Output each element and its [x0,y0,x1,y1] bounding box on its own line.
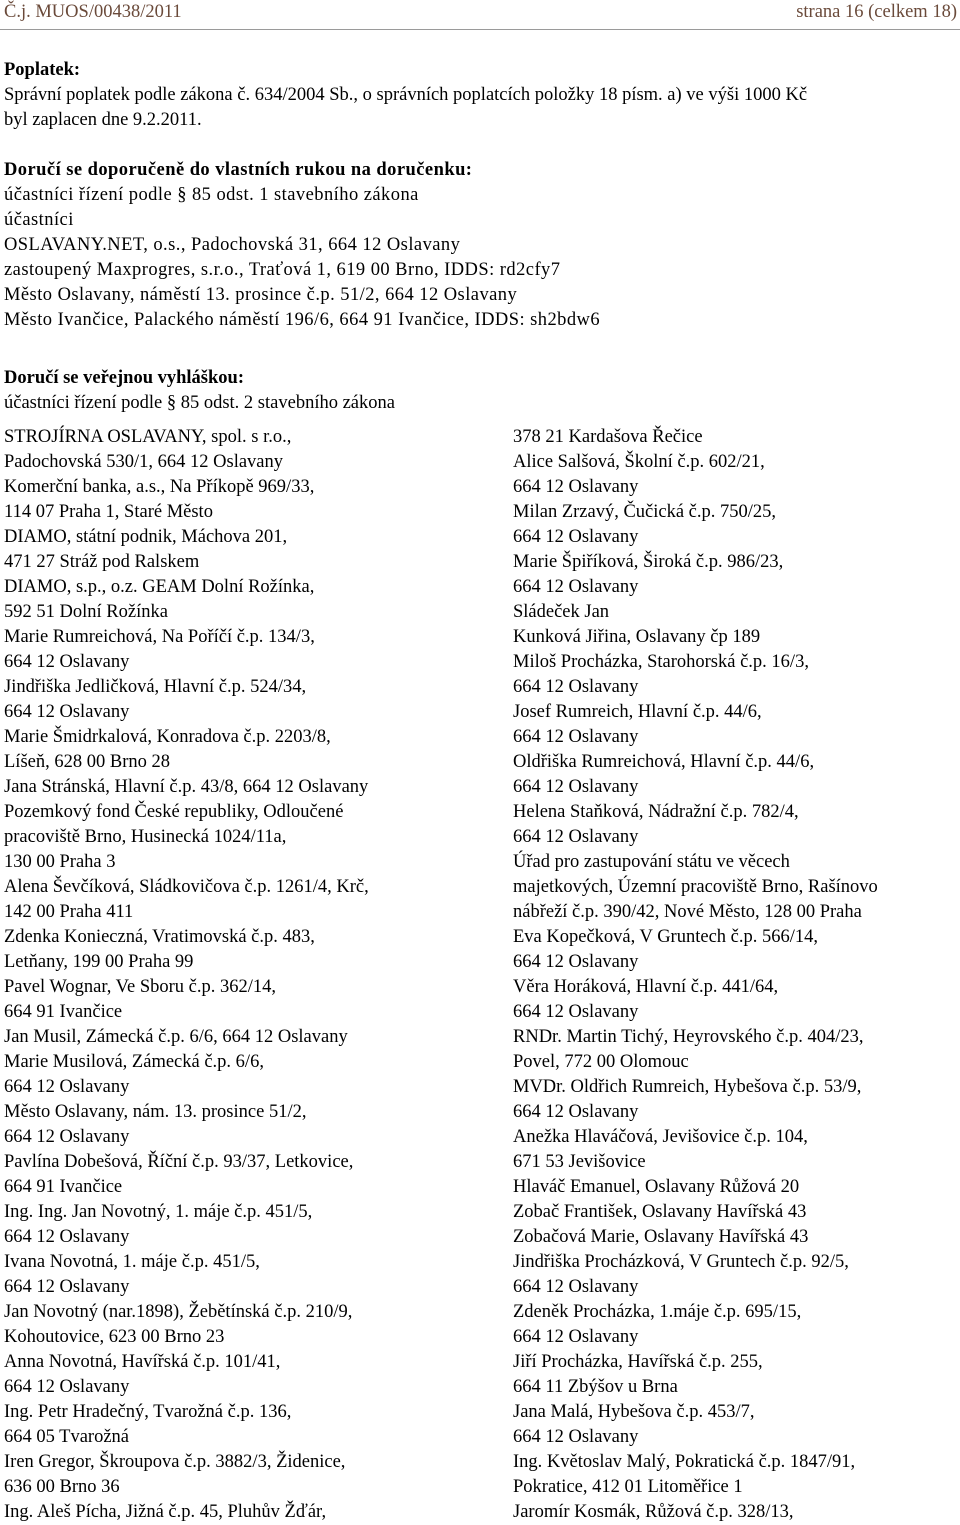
recipient-line: RNDr. Martin Tichý, Heyrovského č.p. 404/23, [513,1027,864,1047]
delivery-recipient-line: účastníci [4,210,74,230]
public-section [4,366,954,416]
recipient-line: Eva Kopečková, V Gruntech č.p. 566/14, [513,927,819,947]
recipient-line: 664 91 Ivančice [4,1177,123,1197]
header-divider [0,29,960,30]
recipient-line: DIAMO, s.p., o.z. GEAM Dolní Rožínka, [4,577,315,597]
recipient-line: Marie Špiříková, Široká č.p. 986/23, [513,552,784,572]
recipient-line: Jindřiška Procházková, V Gruntech č.p. 92/5, [513,1252,849,1272]
recipient-line: 664 12 Oslavany [513,777,639,797]
recipient-line: 130 00 Praha 3 [4,852,116,872]
recipient-line: 664 12 Oslavany [513,677,639,697]
recipient-line: Zdeněk Procházka, 1.máje č.p. 695/15, [513,1302,802,1322]
public-subheading: účastníci řízení podle § 85 odst. 2 stavebního zákona [4,393,395,413]
recipient-line: Pokratice, 412 01 Litoměřice 1 [513,1477,743,1497]
recipient-line: Pavlína Dobešová, Říční č.p. 93/37, Letkovice, [4,1152,354,1172]
recipient-line: 664 12 Oslavany [4,1127,130,1147]
recipient-line: MVDr. Oldřich Rumreich, Hybešova č.p. 53/9, [513,1077,862,1097]
recipient-line: Město Oslavany, nám. 13. prosince 51/2, [4,1102,307,1122]
recipient-line: Ivana Novotná, 1. máje č.p. 451/5, [4,1252,260,1272]
recipient-line: Miloš Procházka, Starohorská č.p. 16/3, [513,652,809,672]
recipient-line: Zobač František, Oslavany Havířská 43 [513,1202,807,1222]
recipient-line: 664 05 Tvarožná [4,1427,130,1447]
recipient-line: 471 27 Stráž pod Ralskem [4,552,200,572]
recipient-line: Sládeček Jan [513,602,610,622]
recipient-line: Oldřiška Rumreichová, Hlavní č.p. 44/6, [513,752,815,772]
recipient-line: 664 12 Oslavany [513,1002,639,1022]
delivery-recipient-line: zastoupený Maxprogres, s.r.o., Traťová 1, 619 00 Brno, IDDS: rd2cfy7 [4,260,561,280]
fee-heading: Poplatek: [4,60,81,80]
recipient-line: 378 21 Kardašova Řečice [513,427,703,447]
recipient-line: 636 00 Brno 36 [4,1477,120,1497]
recipient-line: Jaromír Kosmák, Růžová č.p. 328/13, [513,1502,794,1522]
recipient-line: Jan Musil, Zámecká č.p. 6/6, 664 12 Oslavany [4,1027,348,1047]
recipient-line: Kunková Jiřina, Oslavany čp 189 [513,627,761,647]
recipient-line: 664 12 Oslavany [4,702,130,722]
recipient-line: nábřeží č.p. 390/42, Nové Město, 128 00 Praha [513,902,862,922]
recipient-line: Marie Šmidrkalová, Konradova č.p. 2203/8, [4,727,331,747]
recipient-line: Alena Ševčíková, Sládkovičova č.p. 1261/4, Krč, [4,877,369,897]
recipient-line: Ing. Ing. Jan Novotný, 1. máje č.p. 451/5, [4,1202,313,1222]
fee-text-line: Správní poplatek podle zákona č. 634/2004 Sb., o správních poplatcích položky 18 písm. a) ve výši 1000 Kč [4,85,808,105]
recipient-line: Zobačová Marie, Oslavany Havířská 43 [513,1227,809,1247]
delivery-recipient-line: OSLAVANY.NET, o.s., Padochovská 31, 664 12 Oslavany [4,235,461,255]
recipient-line: 664 12 Oslavany [513,577,639,597]
recipient-line: Helena Staňková, Nádražní č.p. 782/4, [513,802,799,822]
recipient-line: Jana Malá, Hybešova č.p. 453/7, [513,1402,755,1422]
recipient-line: Ing. Aleš Pícha, Jižná č.p. 45, Pluhův Žďár, [4,1502,327,1522]
page-number: strana 16 (celkem 18) [796,2,957,22]
recipient-line: 664 91 Ivančice [4,1002,123,1022]
recipient-line: Letňany, 199 00 Praha 99 [4,952,194,972]
recipient-line: 664 12 Oslavany [513,1102,639,1122]
delivery-heading: Doručí se doporučeně do vlastních rukou na doručenku: [4,160,473,180]
recipient-line: pracoviště Brno, Husinecká 1024/11a, [4,827,287,847]
recipient-line: 664 12 Oslavany [4,652,130,672]
recipient-line: Ing. Petr Hradečný, Tvarožná č.p. 136, [4,1402,292,1422]
delivery-list [4,183,954,333]
recipient-line: Věra Horáková, Hlavní č.p. 441/64, [513,977,779,997]
public-heading: Doručí se veřejnou vyhláškou: [4,368,244,388]
recipient-line: 664 12 Oslavany [513,952,639,972]
recipient-line: Marie Rumreichová, Na Poříčí č.p. 134/3, [4,627,315,647]
recipient-line: majetkových, Územní pracoviště Brno, Rašínovo [513,877,878,897]
recipient-line: 664 11 Zbýšov u Brna [513,1377,678,1397]
delivery-recipient-line: účastníci řízení podle § 85 odst. 1 stavebního zákona [4,185,419,205]
recipient-line: 664 12 Oslavany [4,1277,130,1297]
recipient-line: Milan Zrzavý, Čučická č.p. 750/25, [513,502,777,522]
recipient-line: Josef Rumreich, Hlavní č.p. 44/6, [513,702,762,722]
recipient-line: 592 51 Dolní Rožínka [4,602,168,622]
recipient-line: 664 12 Oslavany [513,727,639,747]
fee-text-line: byl zaplacen dne 9.2.2011. [4,110,202,130]
recipient-line: Padochovská 530/1, 664 12 Oslavany [4,452,284,472]
recipient-line: Jindřiška Jedličková, Hlavní č.p. 524/34, [4,677,307,697]
recipient-line: Líšeň, 628 00 Brno 28 [4,752,170,772]
recipient-line: 664 12 Oslavany [513,477,639,497]
recipient-line: 664 12 Oslavany [513,1277,639,1297]
recipients-right-column [513,425,958,1525]
recipient-line: 142 00 Praha 411 [4,902,134,922]
page-header [4,0,960,30]
recipient-line: 114 07 Praha 1, Staré Město [4,502,213,522]
recipient-line: Anna Novotná, Havířská č.p. 101/41, [4,1352,281,1372]
delivery-recipient-line: Město Oslavany, náměstí 13. prosince č.p. 51/2, 664 12 Oslavany [4,285,518,305]
recipient-line: Úřad pro zastupování státu ve věcech [513,852,790,872]
recipient-line: 664 12 Oslavany [4,1227,130,1247]
recipient-line: DIAMO, státní podnik, Máchova 201, [4,527,288,547]
recipient-line: Alice Salšová, Školní č.p. 602/21, [513,452,765,472]
recipient-line: Pozemkový fond České republiky, Odloučené [4,802,344,822]
recipient-line: Kohoutovice, 623 00 Brno 23 [4,1327,225,1347]
recipient-line: 664 12 Oslavany [4,1077,130,1097]
recipient-line: Komerční banka, a.s., Na Příkopě 969/33, [4,477,315,497]
recipient-line: Zdenka Konieczná, Vratimovská č.p. 483, [4,927,315,947]
recipient-line: 664 12 Oslavany [513,1327,639,1347]
fee-section [4,58,954,133]
recipient-line: Ing. Květoslav Malý, Pokratická č.p. 1847/91, [513,1452,856,1472]
recipients-left-column [4,425,474,1525]
delivery-section [4,158,954,333]
recipient-line: Pavel Wognar, Ve Sboru č.p. 362/14, [4,977,276,997]
recipient-line: STROJÍRNA OSLAVANY, spol. s r.o., [4,427,292,447]
recipient-line: Jan Novotný (nar.1898), Žebětínská č.p. 210/9, [4,1302,353,1322]
recipient-line: Jana Stránská, Hlavní č.p. 43/8, 664 12 Oslavany [4,777,369,797]
recipient-line: 671 53 Jevišovice [513,1152,646,1172]
recipient-line: 664 12 Oslavany [513,1427,639,1447]
recipient-line: Anežka Hlaváčová, Jevišovice č.p. 104, [513,1127,808,1147]
recipient-line: Marie Musilová, Zámecká č.p. 6/6, [4,1052,264,1072]
recipient-line: Hlaváč Emanuel, Oslavany Růžová 20 [513,1177,800,1197]
delivery-recipient-line: Město Ivančice, Palackého náměstí 196/6, 664 91 Ivančice, IDDS: sh2bdw6 [4,310,601,330]
recipient-line: Iren Gregor, Škroupova č.p. 3882/3, Židenice, [4,1452,346,1472]
recipient-line: Jiří Procházka, Havířská č.p. 255, [513,1352,763,1372]
recipient-line: 664 12 Oslavany [4,1377,130,1397]
recipient-line: Povel, 772 00 Olomouc [513,1052,689,1072]
recipient-line: 664 12 Oslavany [513,527,639,547]
recipient-line: 664 12 Oslavany [513,827,639,847]
reference-number: Č.j. MUOS/00438/2011 [4,2,182,22]
